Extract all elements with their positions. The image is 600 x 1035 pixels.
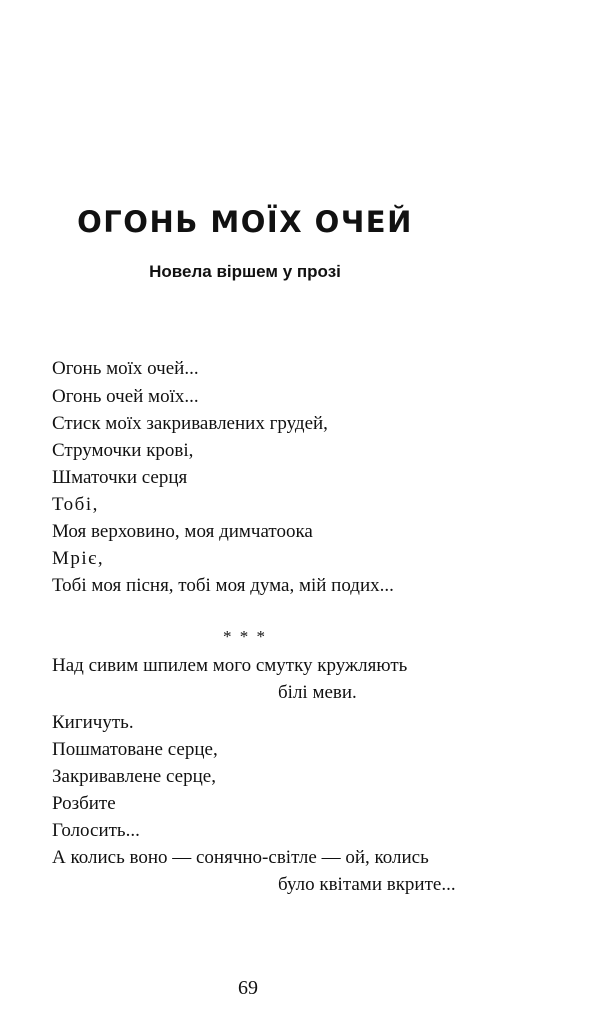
verse-line: Кигичуть.	[52, 712, 134, 733]
section-separator: * * *	[223, 627, 267, 646]
verse-line: Голосить...	[52, 820, 140, 841]
verse-line: Закривавлене серце,	[52, 766, 216, 787]
verse-line: Тобі,	[52, 494, 99, 515]
verse-line: Огонь очей моїх...	[52, 386, 199, 407]
verse-line: Тобі моя пісня, тобі моя дума, мій подих...	[52, 575, 394, 596]
verse-line-indented: білі меви.	[278, 682, 357, 703]
verse-line: Розбите	[52, 793, 116, 814]
verse-line-indented: було квітами вкрите...	[278, 874, 456, 895]
verse-line: Огонь моїх очей...	[52, 358, 199, 379]
verse-line: Над сивим шпилем мого смутку кружляють	[52, 655, 408, 676]
verse-line: Пошматоване серце,	[52, 739, 218, 760]
verse-line: Мріє,	[52, 548, 105, 569]
verse-line: Шматочки серця	[52, 467, 188, 488]
poem-title: ОГОНЬ МОЇХ ОЧЕЙ	[77, 205, 413, 239]
verse-line: Струмочки крові,	[52, 440, 194, 461]
poem-subtitle: Новела віршем у прозі	[149, 262, 341, 281]
verse-line: Стиск моїх закривавлених грудей,	[52, 413, 328, 434]
verse-line: А колись воно — сонячно-світле — ой, колись	[52, 847, 429, 868]
verse-line: Моя верховино, моя димчатоока	[52, 521, 313, 542]
page-number: 69	[238, 977, 258, 999]
